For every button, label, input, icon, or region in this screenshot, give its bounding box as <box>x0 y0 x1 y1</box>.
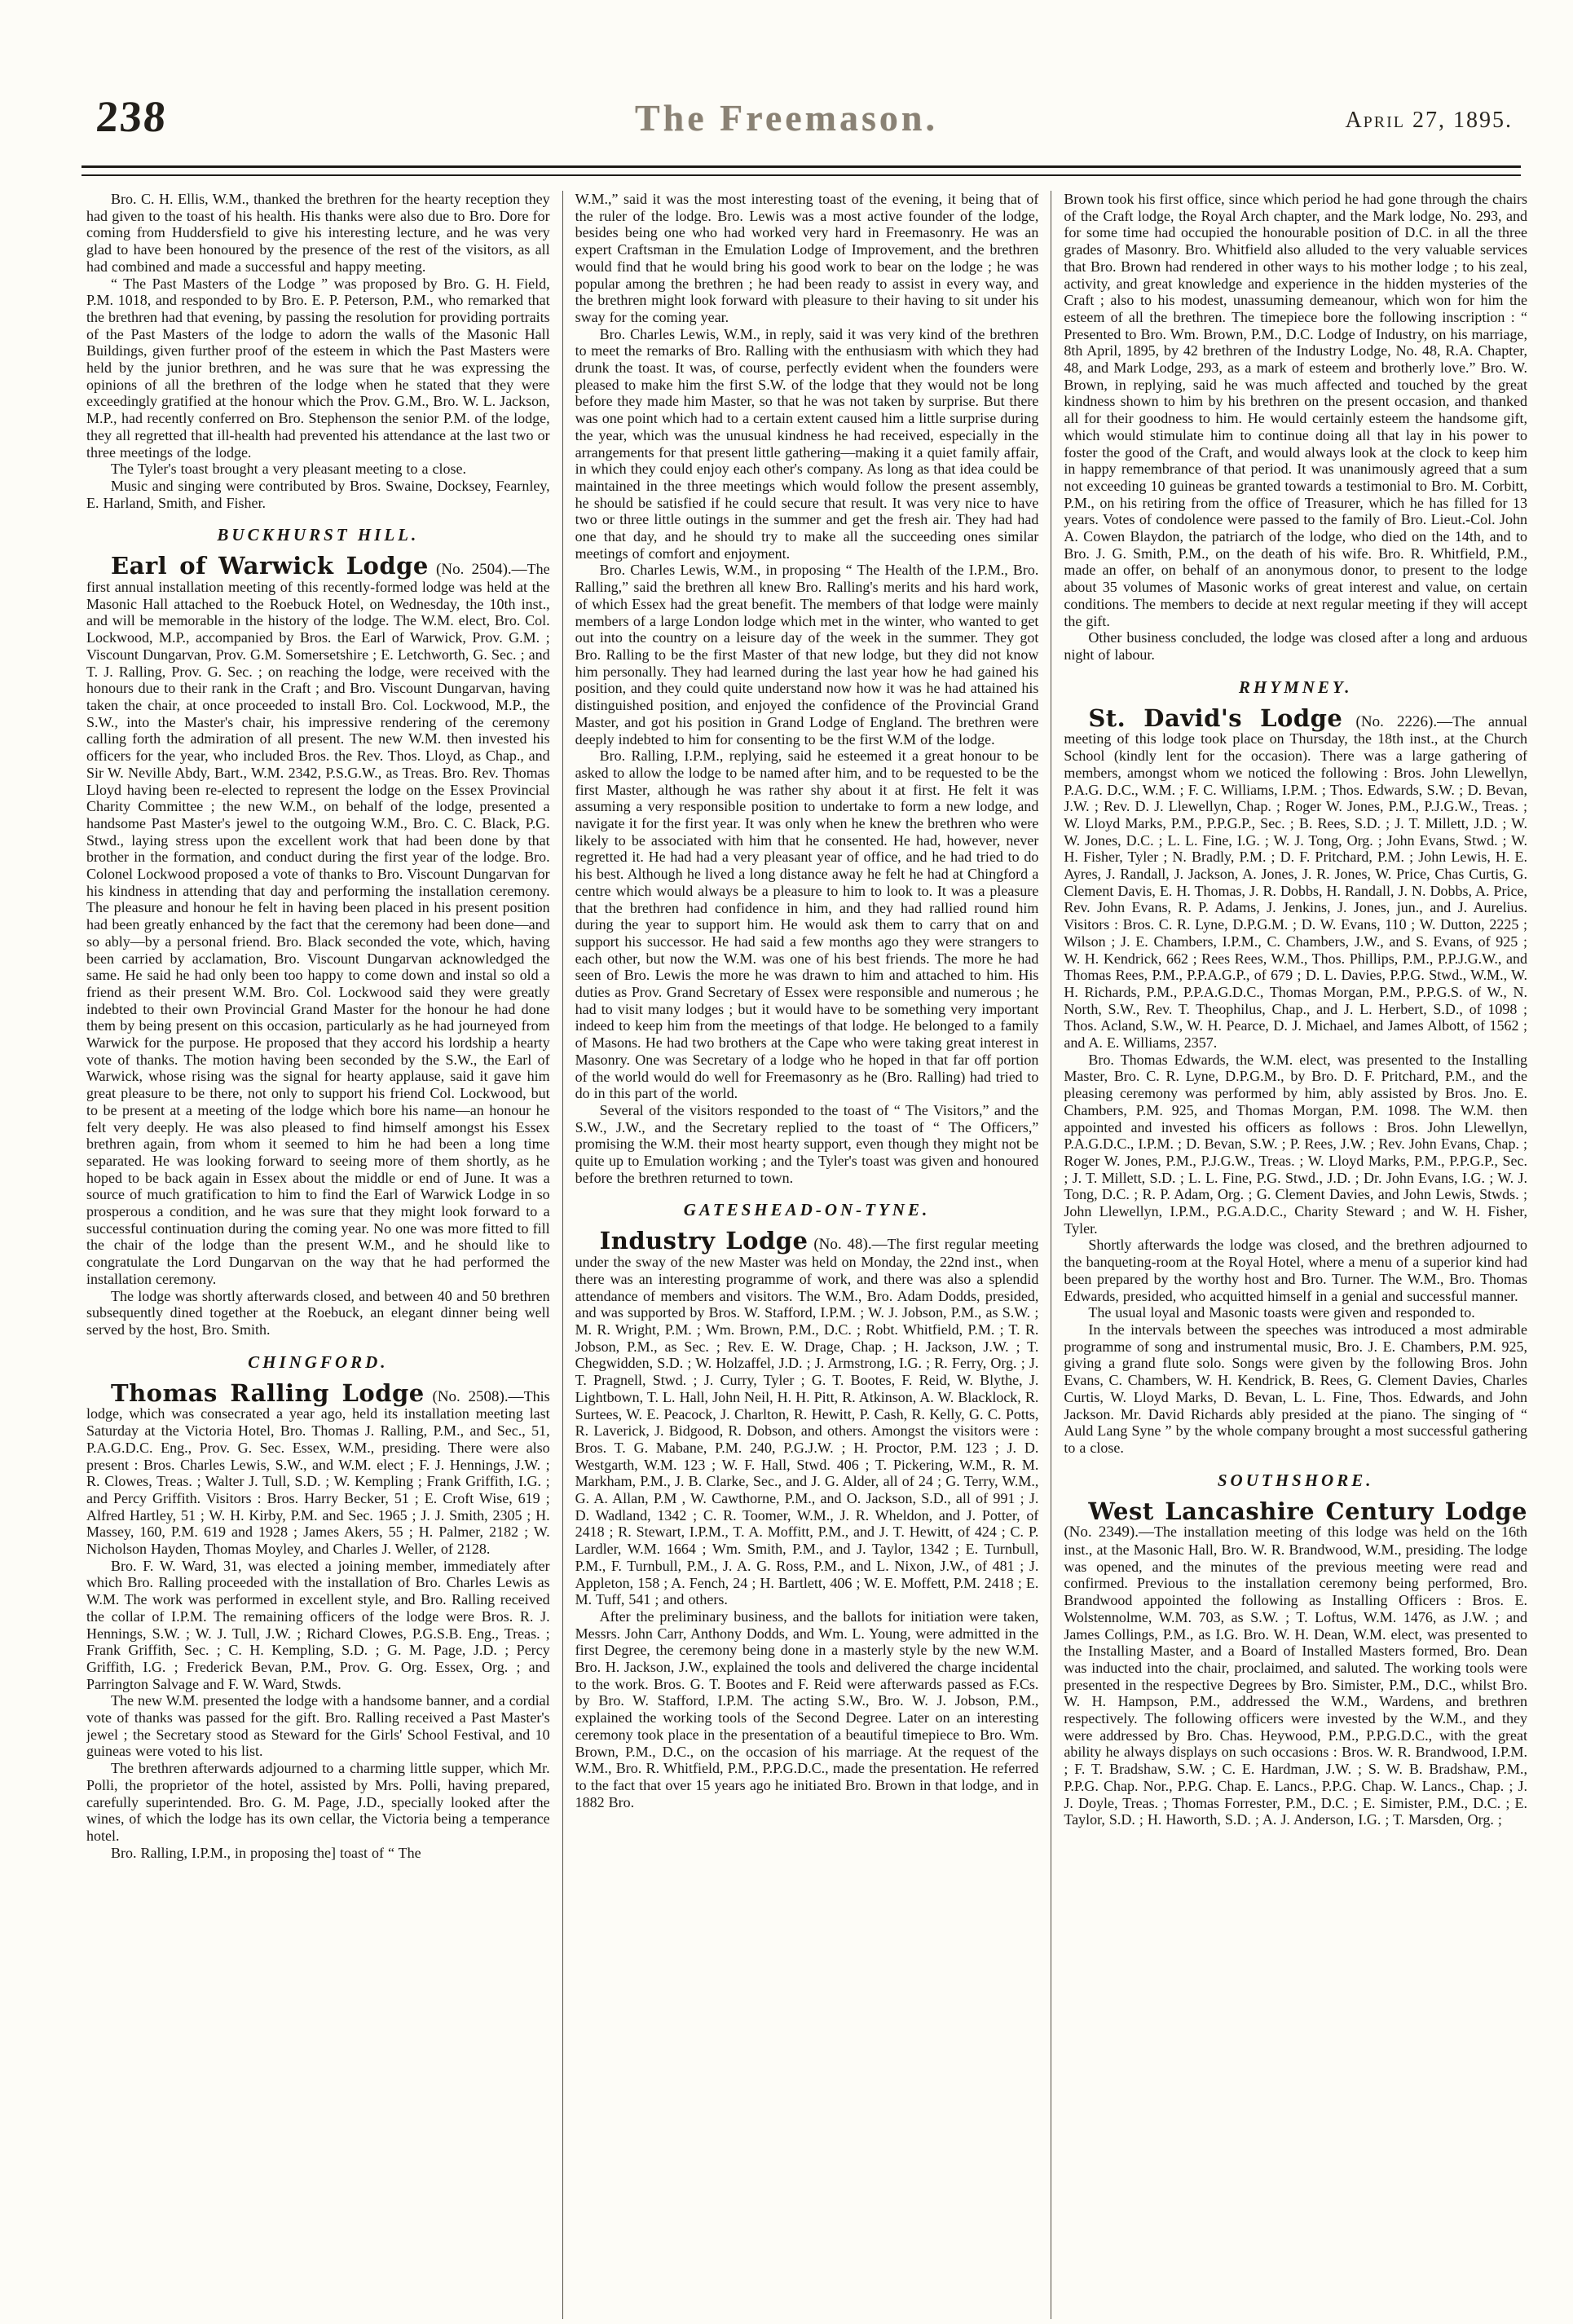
article-lead <box>86 1378 550 1558</box>
lodge-number: (No. 2226).— <box>1342 712 1453 730</box>
section-heading: SOUTHSHORE. <box>1217 1470 1374 1490</box>
article-lead <box>86 554 550 1287</box>
article-lead <box>1064 1497 1528 1828</box>
article-paragraph: Bro. Ralling, I.P.M., replying, said he esteemed it a great honour to be asked to allow the lodge to be named after him, and to be requested to be the first Master, although he was rather shy about it at first. He felt it was assuming a very responsible position to undertake to form a new lodge, and navigate it for the first year. It was only when he knew the brethren who were likely to be associated with him that he consented. He had, however, never regretted it. He had had a very pleasant year of office, and he had tried to do his best. Although he lived a long distance away he felt he had at Chingford a centre which would always be a pleasure to him to look to. It was a pleasure that the brethren had confidence in him, and they had rallied round him during the year to support him. He would ask them to carry that on and support his successor. He had said a few months ago they were strangers to each other, but now the W.M. was one of his best friends. The more he had seen of Bro. Lewis the more he was drawn to him and attached to him. His duties as Prov. Grand Secretary of Essex were responsible and numerous ; he had to visit many lodges ; but it would have to be something very important indeed to keep him from the meetings of that lodge. He belonged to a family of Masons. He had two brothers at the Cape who were taking great interest in Masonry. One was Secretary of a lodge who he hoped in that far off portion of the world would do well for Freemasonry as he (Bro. Ralling) had tried to do in this part of the world. <box>575 747 1039 1102</box>
article-paragraph: The new W.M. presented the lodge with a handsome banner, and a cordial vote of thanks was passed for the gift. Bro. Ralling received a Past Master's jewel ; the Secretary stood as Steward for the Girls' School Festival, and 10 guineas were voted to his list. <box>86 1692 550 1760</box>
column-container <box>86 191 1527 2319</box>
page-number: 238 <box>94 92 170 141</box>
lodge-name: West Lancashire Century Lodge <box>1088 1497 1528 1525</box>
section-heading: CHINGFORD. <box>248 1352 389 1372</box>
article-paragraph: The lodge was shortly afterwards closed, and between 40 and 50 brethren subsequently dined together at the Roebuck, an elegant dinner being well served by the host, Bro. Smith. <box>86 1287 550 1338</box>
lodge-number: (No. 2508).— <box>424 1387 524 1405</box>
column-1 <box>86 191 562 2319</box>
lead-text: The annual meeting of this lodge took place on Thursday, the 18th inst., at the Church School (kindly lent for the occasion). There was a large gathering of members, amongst whom we noticed the following : Bros. John Llewellyn, P.A.G. D.C., W.M. ; F. C. Williams, I.P.M. ; Thos. Edwards, S.W. ; D. Bevan, J.W. ; Rev. D. J. Llewellyn, Chap. ; Roger W. Jones, P.M., P.J.G.W., Treas. ; W. Lloyd Marks, P.M., P.P.G.P., Sec. ; B. Rees, S.D. ; J. T. Millett, J.D. ; W. W. Jones, D.C. ; L. L. Fine, I.G. ; W. J. Tong, Org. ; John Evans, Stwd. ; W. H. Fisher, Tyler ; N. Bradly, P.M. ; D. F. Pritchard, P.M. ; John Lewis, H. E. Ayres, J. Randall, J. Jackson, A. Jones, J. R. Jones, W. Price, Chas Curtis, G. Clement Davis, E. H. Thomas, J. R. Dobbs, H. Randall, J. N. Dobbs, A. Price, Rev. John Evans, R. P. Adams, J. Jenkins, J. Jones, jun., and J. Aurelius. Visitors : Bros. C. R. Lyne, D.P.G.M. ; D. W. Evans, 110 ; W. Dutton, 2225 ; Wilson ; J. E. Chambers, I.P.M., C. Chambers, J.W., and S. Evans, of 925 ; W. H. Kendrick, 662 ; Rees Rees, W.M., Thos. Phillips, P.M., P.P.J.G.W., and Thomas Rees, P.M., P.P.A.G.P., of 679 ; D. L. Davies, P.P.G. Stwd., W.M., W. H. Richards, P.M., P.P.A.G.D.C., Thomas Morgan, P.M., P.P.G.S. of W., N. North, S.W., Rev. T. Theophilus, Chap., and J. L. Herbert, S.D., of 1098 ; Thos. Acland, S.W., W. H. Pearce, D. J. Michael, and James Albott, of 1562 ; and A. E. Williams, 2357. <box>1064 712 1528 1052</box>
article-paragraph: Bro. Charles Lewis, W.M., in reply, said it was very kind of the brethren to meet the remarks of Bro. Ralling with the enthusiasm with which they had drunk the toast. It was, of course, perfectly evident when the founders were pleased to make him the first S.W. of the lodge that they would not be long before they made him Master, so that he was not taken by surprise. But there was one point which had to a certain extent caused him a little surprise during the year, which was the unusual kindness he had received, especially in the arrangements for that present little gathering—making it a quiet family affair, in which they could enjoy each other's company. As long as that idea could be maintained in the three meetings which would follow the present assembly, he should be satisfied if he could secure that result. It was very nice to have two or three little outings in the summer and get the fresh air. They had had one that day, and he should try to make all the succeeding ones similar meetings of comfort and enjoyment. <box>575 325 1039 562</box>
lead-text: The first regular meeting under the sway of the new Master was held on Monday, the 22nd inst., when there was an interesting programme of work, and there was also a splendid attendance of members and visitors. The W.M., Bro. Adam Dodds, presided, and was supported by Bros. W. Stafford, I.P.M. ; W. J. Jobson, P.M., as S.W. ; M. R. Wright, P.M. ; Wm. Brown, P.M., D.C. ; Robt. Whitfield, P.M. ; T. R. Jobson, P.M., as Sec. ; Rev. E. W. Drage, Chap. ; H. Jackson, J.W. ; T. Chegwidden, S.D. ; W. Holzaffel, J.D. ; J. Armstrong, I.G. ; R. Ferry, Org. ; J. T. Pragnell, Stwd. ; J. Curry, Tyler ; G. T. Bootes, F. Reid, W. Blythe, J. Lightbown, T. L. Hall, John Neil, H. H. Pitt, R. Atkinson, A. W. Blacklock, R. Surtees, W. E. Peacock, J. Charlton, R. Hewitt, P. Cash, R. Kelly, G. C. Potts, R. Laverick, J. Bidgood, R. Dobson, and others. Amongst the visitors were : Bros. T. G. Mabane, P.M. 240, P.G.J.W. ; H. Proctor, P.M. 123 ; J. D. Westgarth, W.M. 123 ; W. F. Hall, Stwd. 406 ; T. Pickering, W.M., R. M. Markham, P.M., J. B. Clarke, Sec., and J. G. Alder, all of 24 ; G. Terry, W.M., G. A. Allan, P.M , W. Cawthorne, P.M., and O. Jackson, S.D., all of 991 ; J. D. Wadland, 1342 ; C. R. Toomer, W.M., J. R. Wheldon, and J. Potter, of 2418 ; R. Stewart, I.P.M., T. A. Moffitt, P.M., and J. T. Hewitt, of 424 ; C. P. Lardler, W.M. 1664 ; Wm. Smith, P.M., and J. Taylor, 1342 ; E. Turnbull, P.M., F. Turnbull, P.M., J. A. G. Ross, P.M., and L. Nixon, J.W., of 481 ; J. Appleton, 158 ; A. Fench, 24 ; H. Bartlett, 406 ; W. E. Moffett, P.M. 2418 ; E. M. Tuff, 541 ; and others. <box>575 1236 1039 1608</box>
article-paragraph: Bro. Thomas Edwards, the W.M. elect, was presented to the Installing Master, Bro. C. R. Lyne, D.P.G.M., by Bro. D. F. Pritchard, P.M., and the pleasing ceremony was performed by him, ably assisted by Bros. Jno. E. Chambers, P.M. 925, and Thomas Morgan, P.M. 1098. The W.M. then appointed and invested his officers as follows : Bros. John Llewellyn, P.A.G.D.C., I.P.M. ; D. Bevan, S.W. ; P. Rees, J.W. ; Rev. John Evans, Chap. ; Roger W. Jones, P.M., P.J.G.W., Treas. ; W. Lloyd Marks, P.M., P.P.G.P., Sec. ; J. T. Millett, S.D. ; L. L. Fine, P.G. Stwd., J.D. ; Dr. John Evans, I.G. ; W. J. Tong, D.C. ; R. P. Adam, Org. ; G. Clement Davies, and John Lewis, Stwds. ; John Llewellyn, I.P.M., P.G.A.D.C., Charity Steward ; and W. H. Fisher, Tyler. <box>1064 1051 1528 1237</box>
article-paragraph: “ The Past Masters of the Lodge ” was proposed by Bro. G. H. Field, P.M. 1018, and responded to by Bro. E. P. Peterson, P.M., who remarked that the brethren had that evening, by passing the resolution for providing portraits of the Past Masters of the lodge to adorn the walls of the Masonic Hall Buildings, given further proof of the esteem in which the Past Masters were held by the junior brethren, and he was sure that he was expressing the opinions of all the brethren of the lodge when he stated that they were exceedingly gratified at the honour which the Prov. G.M., Bro. W. L. Jackson, M.P., had recently conferred on Bro. Stephenson the senior P.M. of the lodge, they all regretted that ill-health had prevented his attendance at the last two or three meetings of the lodge. <box>86 275 550 461</box>
lead-text: The first annual installation meeting of this recently-formed lodge was held at the Masonic Hall attached to the Roebuck Hotel, on Wednesday, the 10th inst., and will be memorable in the history of the lodge. The W.M. elect, Bro. Col. Lockwood, M.P., accompanied by Bros. the Earl of Warwick, Prov. G.M. ; Viscount Dungarvan, Prov. G.M. Somersetshire ; E. Letchworth, G. Sec. ; and T. J. Ralling, Prov. G. Sec. ; on reaching the lodge, were received with the honours due to their rank in the Craft ; and Bro. Viscount Dungarvan, having taken the chair, at once proceeded to install Bro. Col. Lockwood, M.P., the S.W., into the Master's chair, his impressive rendering of the ceremony calling forth the admiration of all present. The new W.M. then invested his officers for the year, who included Bros. the Rev. Thos. Lloyd, as Chap., and Sir W. Neville Abdy, Bart., W.M. 2342, P.S.G.W., as Treas. Bro. Rev. Thomas Lloyd having been re-elected to represent the lodge on the Essex Provincial Charity Committee ; the new W.M., on behalf of the lodge, presented a handsome Past Master's jewel to the outgoing W.M., Bro. C. C. Black, P.G. Stwd., laying stress upon the excellent work that had been done by that brother in the formation, and conduct during the first year of the lodge. Bro. Colonel Lockwood proposed a vote of thanks to Bro. Viscount Dungarvan for his kindness in attending that day and performing the installation ceremony. The pleasure and honour he felt in having been placed in his present position had been greatly enhanced by the fact that the ceremony had been done—and so ably—by a personal friend. Bro. Black seconded the vote, which, having been carried by acclamation, Bro. Viscount Dungarvan acknowledged the same. He said he had only been too happy to come down and instal so old a friend as their present W.M. Bro. Col. Lockwood said they were greatly indebted to their own Provincial Grand Master for the honour he had done them by being present on this occasion, particularly as he had journeyed from Warwick for the purpose. He proposed that they accord his lordship a hearty vote of thanks. The motion having been seconded by the S.W., the Earl of Warwick, whose rising was the signal for hearty applause, said it gave him great pleasure to be there, not only to support his friend Col. Lockwood, but to be present at a meeting of the lodge which bore his name—an honour he felt very deeply. He was also pleased to find himself amongst his Essex brethren again, from whom it seemed to him he had been a long time separated. He was looking forward to seeing more of them shortly, as he hoped to be back again in Essex about the middle or end of June. It was a source of much gratification to him to find the Earl of Warwick Lodge in so prosperous a condition, and he was sure that they might look forward to a successful continuation during the coming year. No one was more fitted to fill the chair of the lodge than the present W.M., and he should like to congratulate the Lord Dungarvan on the way that he had performed the installation ceremony. <box>86 561 550 1287</box>
article-paragraph: The brethren afterwards adjourned to a charming little supper, which Mr. Polli, the proprietor of the hotel, assisted by Mrs. Polli, having prepared, carefully superintended. Bro. G. M. Page, J.D., specially looked after the wines, of which the lodge has its own cellar, the Victoria being a temperance hotel. <box>86 1760 550 1844</box>
column-2 <box>563 191 1051 2319</box>
lodge-name: Thomas Ralling Lodge <box>111 1378 425 1407</box>
article-paragraph: Music and singing were contributed by Bros. Swaine, Docksey, Fearnley, E. Harland, Smith, and Fisher. <box>86 477 550 511</box>
masthead-date: April 27, 1895. <box>1345 108 1513 133</box>
lead-text: The installation meeting of this lodge was held on the 16th inst., at the Masonic Hall, Bro. W. R. Brandwood, W.M., presiding. The lodge was opened, and the minutes of the previous meeting were read and confirmed. Previous to the installation ceremony being performed, Bro. Brandwood appointed the following as Installing Officers : Bros. E. Wolstennolme, W.M. 703, as S.W. ; T. Loftus, W.M. 1476, as J.W. ; and James Collings, P.M., as I.G. Bro. W. H. Dean, W.M. elect, was presented to the Installing Master, and a Board of Installed Masters formed, Bro. Dean was inducted into the chair, proclaimed, and saluted. The working tools were presented in the respective Degrees by Bro. Simister, P.M., D.C., whilst Bro. W. H. Hampson, P.M., addressed the W.M., Wardens, and brethren respectively. The following officers were invested by the W.M., and they were addressed by Bro. Chas. Heywood, P.M., P.P.G.D.C., with the great ability he always displays on such occasions : Bros. W. R. Brandwood, I.P.M. ; F. T. Bradshaw, S.W. ; C. E. Hardman, J.W. ; S. W. B. Bradshaw, P.M., P.P.G. Chap. Nor., P.P.G. Chap. E. Lancs., P.P.G. Chap. W. Lancs., Chap. ; J. J. Doyle, Treas. ; Thomas Forrester, P.M., D.C. ; E. Simister, P.M., D.C. ; E. Taylor, S.D. ; H. Haworth, S.D. ; A. J. Anderson, I.G. ; T. Marsden, Org. ; <box>1064 1524 1528 1828</box>
masthead <box>0 0 1573 189</box>
lodge-number: (No. 2504).— <box>428 561 527 579</box>
article-paragraph: The usual loyal and Masonic toasts were given and responded to. <box>1088 1304 1475 1321</box>
section-heading: RHYMNEY. <box>1238 677 1353 697</box>
article-paragraph: Several of the visitors responded to the toast of “ The Visitors,” and the S.W., J.W., and the Secretary replied to the toast of “ The Officers,” promising the W.M. their most hearty support, even though they might not be quite up to Emulation working ; and the Tyler's toast was given and honoured before the brethren returned to town. <box>575 1101 1039 1186</box>
lodge-number: (No. 2349).— <box>1064 1524 1154 1541</box>
masthead-title: The Freemason. <box>634 97 938 139</box>
lodge-name: Earl of Warwick Lodge <box>111 552 429 580</box>
article-paragraph: Bro. Ralling, I.P.M., in proposing the] toast of “ The <box>111 1844 421 1861</box>
masthead-divider-rule <box>82 165 1521 176</box>
article-paragraph: W.M.,” said it was the most interesting toast of the evening, it being that of the ruler of the lodge. Bro. Lewis was a most active founder of the lodge, besides being one who had worked very hard in Freemasonry. He was an expert Craftsman in the Emulation Lodge of Improvement, and the brethren would find that he would bring his good work to bear on the lodge ; he was popular among the brethren ; he had been ready to assist in every way, and the brethren might look forward with pleasure to their having to sit under his sway for the coming year. <box>575 191 1039 325</box>
article-paragraph: Other business concluded, the lodge was closed after a long and arduous night of labour. <box>1064 629 1528 663</box>
column-3 <box>1051 191 1527 2319</box>
lead-text: This lodge, which was consecrated a year ago, held its installation meeting last Saturday at the Victoria Hotel, Bro. Thomas J. Ralling, P.M., and Sec., 51, P.A.G.D.C. Eng., Prov. G. Sec. Essex, W.M., presiding. There were also present : Bros. Charles Lewis, S.W., and W.M. elect ; F. J. Hennings, J.W. ; R. Clowes, Treas. ; Walter J. Tull, S.D. ; W. Kempling ; Frank Griffith, I.G. ; and Percy Griffith. Visitors : Bros. Harry Becker, 51 ; E. Croft Wise, 619 ; Alfred Hartley, 51 ; W. H. Kirby, P.M. and Sec. 1965 ; J. J. Smith, 2305 ; H. Massey, 160, P.M. 619 and 1928 ; James Akers, 55 ; H. Palmer, 2182 ; W. Nicholson Hayden, Thomas Moyley, and Charles J. Weller, of 2128. <box>86 1387 550 1558</box>
article-paragraph: The Tyler's toast brought a very pleasant meeting to a close. <box>111 461 467 478</box>
article-lead <box>1064 703 1528 1052</box>
lodge-name: Industry Lodge <box>599 1227 809 1255</box>
article-paragraph: Shortly afterwards the lodge was closed, and the brethren adjourned to the banqueting-room at the Royal Hotel, where a menu of a superior kind had been prepared by the worthy host and Bro. Turner. The W.M., Bro. Thomas Edwards, presided, who acquitted himself in a genial and successful manner. <box>1064 1237 1528 1304</box>
lodge-number: (No. 48).— <box>808 1236 888 1254</box>
section-heading: BUCKHURST HILL. <box>217 525 420 545</box>
article-paragraph: Bro. F. W. Ward, 31, was elected a joining member, immediately after which Bro. Ralling proceeded with the installation of Bro. Charles Lewis as W.M. The work was performed in excellent style, and Bro. Ralling received the collar of I.P.M. The remaining officers of the lodge were Bros. R. J. Hennings, S.W. ; W. J. Tull, J.W. ; Richard Clowes, P.G.S.B. Eng., Treas. ; Frank Griffith, Sec. ; C. H. Kempling, S.D. ; G. M. Page, J.D. ; Percy Griffith, I.G. ; Frederick Bevan, P.M., Prov. G. Org. Essex, Org. ; and Parrington Salvage and F. W. Ward, Stwds. <box>86 1557 550 1692</box>
article-paragraph: Bro. C. H. Ellis, W.M., thanked the brethren for the hearty reception they had given to the toast of his health. His thanks were also due to Bro. Dore for coming from Huddersfield to give his interesting lecture, and he was very glad to have been honoured by the presence of the rest of the visitors, as all had combined and made a successful and happy meeting. <box>86 191 550 275</box>
lodge-name: St. David's Lodge <box>1088 703 1343 732</box>
article-paragraph: In the intervals between the speeches was introduced a most admirable programme of song and instrumental music, Bro. J. E. Chambers, P.M. 925, giving a grand flute solo. Songs were given by the following Bros. John Evans, C. Chambers, W. H. Kendrick, B. Rees, G. Clement Davies, Charles Curtis, W. Lloyd Marks, D. Bevan, L. L. Fine, Thos. Edwards, and John Jackson. Mr. David Richards ably presided at the piano. The singing of “ Auld Lang Syne ” by the whole company brought a most successful gathering to a close. <box>1064 1321 1528 1456</box>
article-paragraph: Bro. Charles Lewis, W.M., in proposing “ The Health of the I.P.M., Bro. Ralling,” said the brethren all knew Bro. Ralling's merits and his hard work, of which Essex had the great benefit. The members of that lodge were mainly members of a large London lodge which met in the winter, who wanted to get out into the country on a leisure day of the week in the summer. They got Bro. Ralling to be the first Master of that new lodge, but they did not know him personally. They had learned during the last year how he had gained his position, and they could quite understand now how it was he had attained his distinguished position, and enjoyed the confidence of the Provincial Grand Master, and got his position in Grand Lodge of England. The brethren were deeply indebted to him for consenting to be the first W.M of the lodge. <box>575 562 1039 747</box>
article-paragraph: Brown took his first office, since which period he had gone through the chairs of the Craft lodge, the Royal Arch chapter, and the Mark lodge, No. 293, and for some time had occupied the honourable position of D.C. in all the three grades of Masonry. Bro. Whitfield also alluded to the very valuable services that Bro. Brown had rendered in other ways to his mother lodge ; to his zeal, activity, and great knowledge and experience in the hidden mysteries of the Craft ; also to his modest, unassuming demeanour, which won for him the esteem of all the brethren. The timepiece bore the following inscription : “ Presented to Bro. Wm. Brown, P.M., D.C. Lodge of Industry, on his marriage, 8th April, 1895, by 42 brethren of the Industry Lodge, No. 48, R.A. Chapter, 48, and Mark Lodge, 293, as a mark of esteem and brotherly love.” Bro. W. Brown, in replying, said he was much affected and touched by the great kindness shown to him by his brethren on the present occasion, and thanked all for their goodness to him. He would certainly esteem the handsome gift, which would stimulate him to continue doing all that lay in his power to foster the good of the Craft, and would always look at the clock to keep him in happy remembrance of that period. It was unanimously agreed that a sum not exceeding 10 guineas be granted towards a testimonial to Bro. M. Corbitt, P.M., on his retiring from the office of Treasurer, which he has filled for 13 years. Votes of condolence were passed to the family of Bro. Lieut.-Col. John A. Cowen Blaydon, the patriarch of the lodge, who died on the 14th, and to Bro. J. G. Smith, P.M., on the death of his wife. Bro. R. Whitfield, P.M., made an offer, on behalf of an anonymous donor, to present to the lodge about 35 volumes of Masonic works of great interest and value, on certain conditions. The members to decide at next regular meeting if they will accept the gift. <box>1064 191 1528 629</box>
article-lead <box>575 1229 1039 1607</box>
section-heading: GATESHEAD-ON-TYNE. <box>683 1200 931 1220</box>
article-paragraph: After the preliminary business, and the ballots for initiation were taken, Messrs. John Carr, Anthony Dodds, and Wm. L. Young, were admitted in the first Degree, the ceremony being done in a masterly style by the new W.M. Bro. H. Jackson, J.W., explained the tools and delivered the charge incidental to the work. Bros. G. T. Bootes and F. Reid were afterwards passed as F.Cs. by Bro. W. Stafford, I.P.M. The acting S.W., Bro. W. J. Jobson, P.M., explained the working tools of the Second Degree. Later on an interesting ceremony took place in the presentation of a beautiful timepiece to Bro. Wm. Brown, P.M., D.C., on the occasion of his marriage. At the request of the W.M., Bro. R. Whitfield, P.M., P.P.G.D.C., made the presentation. He referred to the fact that over 15 years ago he initiated Bro. Brown in that lodge, and in 1882 Bro. <box>575 1607 1039 1810</box>
